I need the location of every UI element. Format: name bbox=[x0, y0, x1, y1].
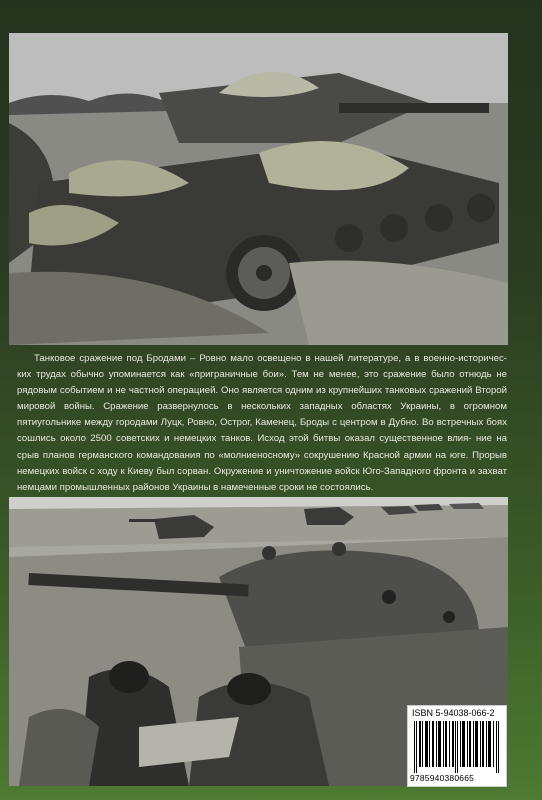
isbn-label: ISBN 5-94038-066-2 bbox=[412, 708, 495, 718]
description-line: и захват немцами промышленных районов Украины в намеченные сроки не состоялись. bbox=[17, 465, 507, 493]
tank-photo-illustration bbox=[9, 33, 508, 345]
description-line: боях сошлись около 2500 советских и немецких танков. Исход этой битвы оказал существенное влия- bbox=[17, 417, 508, 445]
description-line: Танковое сражение под Бродами – Ровно мало освещено в нашей литературе, а в военно-историчес- bbox=[34, 353, 507, 364]
description-line: рядовым событием и не частной операцией. Оно является одним из крупнейших танковых сражений bbox=[17, 385, 473, 397]
description-line: Второй мировой войны. Сражение развернулось в нескольких западных областях Украины, в огромном bbox=[17, 385, 507, 413]
description-line: ких трудах обычно упоминается как «приграничные бои». Тем не менее, это сражение было отнюдь не bbox=[17, 369, 507, 381]
barcode-number: 9785940380665 bbox=[410, 773, 475, 783]
description-text bbox=[17, 351, 507, 496]
barcode-icon bbox=[414, 721, 500, 773]
description-line: ние на срыв планов германского командования по «молниеносному» сокрушению Красной армии на юге. bbox=[17, 433, 508, 461]
top-photo-camouflaged-tank bbox=[9, 33, 508, 345]
description-line: пятиугольнике между городами Луцк, Ровно, Острог, Каменец, Броды с центром в Дубно. Во встречных bbox=[17, 417, 484, 429]
isbn-barcode-block bbox=[407, 705, 507, 787]
description-line: Прорыв немецких войск с ходу к Киеву был сорван. Окружение и уничтожение войск Юго-Западного фронта bbox=[17, 449, 507, 477]
